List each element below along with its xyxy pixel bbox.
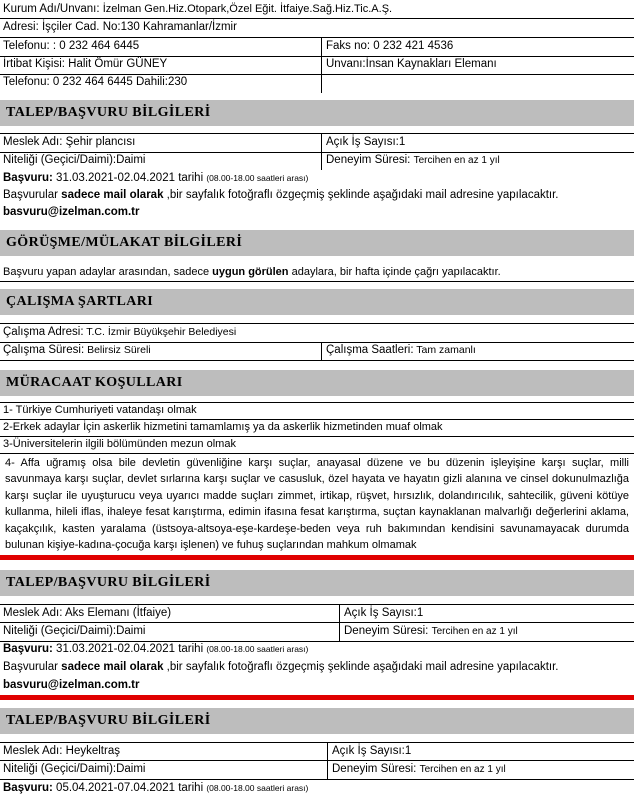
column-divider <box>321 133 322 170</box>
contact-title: Unvanı:İnsan Kaynakları Elemanı <box>326 58 497 70</box>
instr-bold: sadece mail olarak <box>61 189 164 201</box>
divider <box>0 152 634 153</box>
divider <box>0 742 634 743</box>
divider <box>0 281 634 282</box>
openings-count: Açık İş Sayısı:1 <box>344 607 424 619</box>
requirement-item: 2-Erkek adaylar İçin askerlik hizmetini tamamlamış ya da askerlik hizmetinden muaf olmak <box>3 421 443 433</box>
divider <box>0 760 634 761</box>
job-nature: Niteliği (Geçici/Daimi):Daimi <box>3 625 146 637</box>
experience <box>332 764 506 776</box>
divider <box>0 37 634 38</box>
profession-name: Meslek Adı: Heykeltraş <box>3 745 120 757</box>
experience <box>326 155 500 167</box>
section-header-application: TALEP/BAŞVURU BİLGİLERİ <box>0 708 634 734</box>
employer-name-value: İzelman Gen.Hiz.Otopark,Özel Eğit. İtfaiye.Sağ.Hiz.Tic.A.Ş. <box>102 3 393 15</box>
apply-label: Başvuru: <box>3 643 53 655</box>
column-divider <box>339 604 340 641</box>
instr-pre: Başvurular <box>3 189 62 201</box>
instr-post: ,bir sayfalık fotoğraflı özgeçmiş şeklinde aşağıdaki mail adresine yapılacaktır. <box>163 189 559 201</box>
divider <box>0 604 634 605</box>
apply-hours: (08.00-18.00 saatleri arası) <box>206 644 309 654</box>
section-header-application: TALEP/BAŞVURU BİLGİLERİ <box>0 570 634 596</box>
experience-label: Deneyim Süresi: <box>344 625 429 637</box>
apply-label: Başvuru: <box>3 172 53 184</box>
work-address-label: Çalışma Adresi: <box>3 326 84 338</box>
application-dates <box>3 644 308 656</box>
application-instructions <box>3 190 559 202</box>
employer-phone: Telefonu: : 0 232 464 6445 <box>3 40 140 52</box>
apply-hours: (08.00-18.00 saatleri arası) <box>206 783 309 793</box>
divider <box>0 641 634 642</box>
divider <box>0 402 634 403</box>
employer-phone-ext: Telefonu: 0 232 464 6445 Dahili:230 <box>3 76 188 88</box>
divider <box>0 74 634 75</box>
column-divider <box>327 742 328 779</box>
work-address-value: T.C. İzmir Büyükşehir Belediyesi <box>83 326 237 338</box>
column-divider <box>321 342 322 360</box>
profession-name: Meslek Adı: Şehir plancısı <box>3 136 136 148</box>
experience-label: Deneyim Süresi: <box>332 763 417 775</box>
divider <box>0 436 634 437</box>
requirement-item: 1- Türkiye Cumhuriyeti vatandaşı olmak <box>3 404 197 416</box>
work-hours <box>326 345 476 357</box>
divider <box>0 323 634 324</box>
section-header-interview: GÖRÜŞME/MÜLAKAT BİLGİLERİ <box>0 230 634 256</box>
experience <box>344 626 518 638</box>
work-duration <box>3 345 151 357</box>
work-hours-value: Tam zamanlı <box>413 344 476 356</box>
instr-bold: sadece mail olarak <box>61 661 164 673</box>
work-address <box>3 327 236 339</box>
section-header-application: TALEP/BAŞVURU BİLGİLERİ <box>0 100 634 126</box>
section-header-requirements: MÜRACAAT KOŞULLARI <box>0 370 634 396</box>
apply-label: Başvuru: <box>3 782 53 794</box>
divider <box>0 360 634 361</box>
apply-dates: 05.04.2021-07.04.2021 tarihi <box>52 782 207 794</box>
interview-text <box>3 267 501 278</box>
experience-value: Tercihen en az 1 yıl <box>419 764 506 775</box>
employer-address: Adresi: İşçiler Cad. No:130 Kahramanlar/İzmir <box>3 21 237 33</box>
requirement-item-long: 4- Affa uğramış olsa bile devletin güvenliğine karşı suçlar, anayasal düzene ve bu düzenin işleyişine karşı suçlar, milli savunmaya karşı suçlar, devlet sırlarına karşı suçlar ve casusluk, özel hayata ve hayatın gizli alanına ve cinsel dokunulmazlığa karşı suçlar ile uyuşturucu veya uyarıcı madde suçları zimmet, irtikap, rüşvet, hırsızlık, dolandırıcılık, sahtecilik, güveni kötüye kullanma, hileli iflas, ihaleye fesat karıştırma, edimin ifasına fesat karıştırma, suçtan kaynaklanan malvarlığı değerlerini aklama, kaçakçılık, kasten yaralama (üstsoya-altsoya-eşe-kardeşe-beden veya ruh bakımından kendisini savunamayacak durumda bulunan kişiye-kadına-çocuğa karşı işlenen) ve fuhuş suçlarından mahkum olmamak <box>5 457 629 552</box>
apply-hours: (08.00-18.00 saatleri arası) <box>206 173 309 183</box>
application-email: basvuru@izelman.com.tr <box>3 679 140 691</box>
application-dates <box>3 783 308 795</box>
red-divider <box>0 555 634 560</box>
experience-value: Tercihen en az 1 yıl <box>431 626 518 637</box>
openings-count: Açık İş Sayısı:1 <box>332 745 412 757</box>
apply-dates: 31.03.2021-02.04.2021 tarihi <box>52 643 207 655</box>
divider <box>0 419 634 420</box>
job-nature: Niteliği (Geçici/Daimi):Daimi <box>3 763 146 775</box>
contact-person: İrtibat Kişisi: Halit Ömür GÜNEY <box>3 58 168 70</box>
work-duration-label: Çalışma Süresi: <box>3 344 85 356</box>
experience-value: Tercihen en az 1 yıl <box>413 155 500 166</box>
employer-name-row <box>3 4 392 16</box>
work-hours-label: Çalışma Saatleri: <box>326 344 414 356</box>
interview-bold: uygun görülen <box>212 266 289 278</box>
employer-name-label: Kurum Adı/Unvanı: <box>3 3 100 15</box>
openings-count: Açık İş Sayısı:1 <box>326 136 406 148</box>
divider <box>0 622 634 623</box>
divider <box>0 18 634 19</box>
work-duration-value: Belirsiz Süreli <box>84 344 151 356</box>
divider <box>0 453 634 454</box>
divider <box>0 133 634 134</box>
job-nature: Niteliği (Geçici/Daimi):Daimi <box>3 154 146 166</box>
requirement-item: 3-Üniversitelerin ilgili bölümünden mezun olmak <box>3 438 236 450</box>
apply-dates: 31.03.2021-02.04.2021 tarihi <box>52 172 207 184</box>
section-header-work-conditions: ÇALIŞMA ŞARTLARI <box>0 289 634 315</box>
employer-fax: Faks no: 0 232 421 4536 <box>326 40 454 52</box>
column-divider <box>321 37 322 93</box>
application-email: basvuru@izelman.com.tr <box>3 206 140 218</box>
divider <box>0 779 634 780</box>
instr-post: ,bir sayfalık fotoğraflı özgeçmiş şeklinde aşağıdaki mail adresine yapılacaktır. <box>163 661 559 673</box>
application-dates <box>3 173 308 185</box>
divider <box>0 56 634 57</box>
instr-pre: Başvurular <box>3 661 62 673</box>
divider <box>0 342 634 343</box>
red-divider <box>0 695 634 700</box>
experience-label: Deneyim Süresi: <box>326 154 411 166</box>
interview-post: adaylara, bir hafta içinde çağrı yapılacaktır. <box>288 266 501 278</box>
application-instructions <box>3 662 559 674</box>
interview-pre: Başvuru yapan adaylar arasından, sadece <box>3 266 213 278</box>
profession-name: Meslek Adı: Aks Elemanı (İtfaiye) <box>3 607 172 619</box>
